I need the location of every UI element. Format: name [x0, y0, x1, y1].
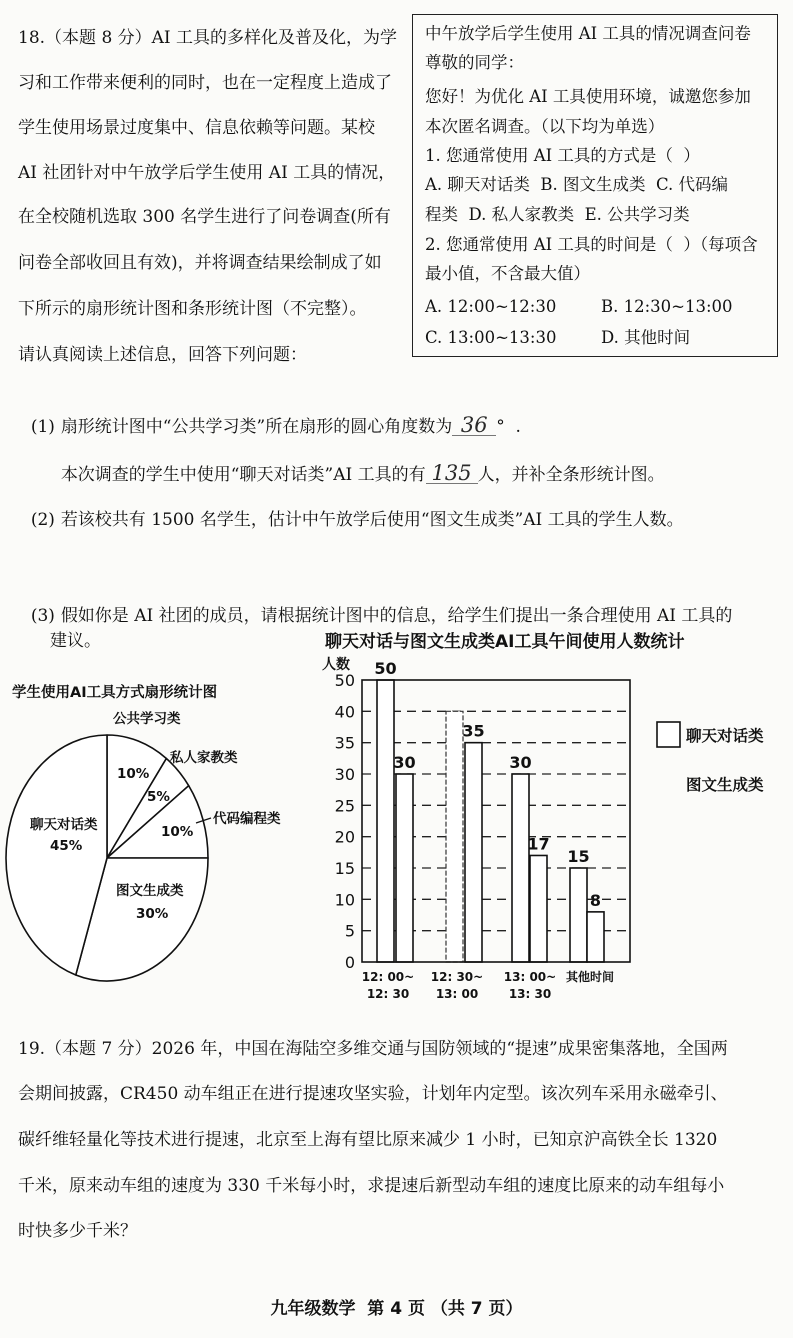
pie-label-code-programming: 代码编程类	[213, 811, 281, 827]
pie-value-image-text-generation: 30%	[136, 906, 169, 922]
sub3-text: 假如你是 AI 社团的成员，请根据统计图中的信息，给学生们提出一条合理使用 AI 工具的	[60, 606, 733, 626]
sub1-text-suffix: 人，并补全条形统计图。	[477, 465, 665, 485]
x-category-label: 12: 30	[366, 987, 410, 1001]
q18-sub1-line2	[50, 443, 665, 485]
survey-q2-stem: 最小值，不含最大值）	[425, 264, 590, 283]
bar-value-label-chat-dialogue: 15	[567, 847, 590, 866]
pie-value-public-learning: 10%	[117, 766, 150, 782]
y-tick-labels	[335, 671, 355, 972]
y-tick-label: 15	[334, 859, 355, 878]
bar-chart	[310, 625, 790, 1010]
pie-label-chat-dialogue: 聊天对话类	[30, 817, 98, 833]
bar-value-label-chat-dialogue: 50	[374, 659, 397, 678]
bar-image-text-generation-3	[587, 912, 604, 962]
survey-q1-options: A. 聊天对话类 B. 图文生成类 C. 代码编	[425, 175, 729, 194]
sub3-number: (3)	[30, 606, 55, 626]
survey-q2-stem: 2. 您通常使用 AI 工具的时间是（ ）（每项含	[425, 235, 758, 254]
q18-sub3-continued: 建议。	[50, 631, 101, 651]
legend-label-chat-dialogue: 聊天对话类	[686, 727, 764, 745]
survey-intro-line: 本次匿名调查。（以下均为单选）	[425, 117, 665, 136]
bar-value-label-image-text-generation: 35	[462, 721, 485, 741]
q18-sub3	[20, 586, 732, 626]
legend-swatch-chat-dialogue	[657, 722, 680, 747]
survey-q1-options: 程类 D. 私人家教类 E. 公共学习类	[425, 205, 690, 224]
pie-value-code-programming: 10%	[161, 824, 194, 840]
x-category-label: 12: 30~	[430, 970, 484, 984]
y-tick-label: 20	[334, 827, 355, 847]
bar-value-label-image-text-generation: 17	[527, 834, 550, 854]
q18-intro-line: 学生使用场景过度集中、信息依赖等问题。某校	[18, 118, 375, 138]
y-axis-label: 人数	[322, 657, 350, 673]
q19-line: 碳纤维轻量化等技术进行提速，北京至上海有望比原来减少 1 小时，已知京沪高铁全长 1320	[18, 1130, 718, 1150]
sub2-text: 若该校共有 1500 名学生，估计中午放学后使用“图文生成类”AI 工具的学生人数。	[60, 510, 684, 530]
q19-line: 会期间披露，CR450 动车组正在进行提速攻坚实验，计划年内定型。该次列车采用永磁牵引、	[18, 1084, 728, 1104]
pie-label-image-text-generation: 图文生成类	[116, 883, 184, 899]
bar-image-text-generation-0	[396, 774, 413, 962]
bar-value-label-image-text-generation: 30	[393, 753, 416, 772]
bar-image-text-generation-2	[530, 855, 547, 962]
q19-line: 时快多少千米？	[18, 1221, 137, 1241]
x-category-label: 其他时间	[565, 970, 615, 984]
bar-chat-dialogue-3	[570, 868, 587, 962]
sub1-handwritten-angle-answer: 36	[452, 415, 496, 436]
bar-value-label-image-text-generation: 8	[589, 890, 602, 910]
page-footer: 九年级数学 第 4 页 （共 7 页）	[270, 1299, 523, 1319]
q19-line: 19.（本题 7 分）2026 年，中国在海陆空多维交通与国防领域的“提速”成果密集落地，全国两	[18, 1039, 728, 1059]
q19-line: 千米，原来动车组的速度为 330 千米每小时，求提速后新型动车组的速度比原来的动车组每小	[18, 1176, 725, 1196]
survey-title: 中午放学后学生使用 AI 工具的情况调查问卷	[425, 24, 751, 43]
bar-chat-dialogue-1	[446, 711, 463, 962]
pie-label-private-tutor: 私人家教类	[170, 750, 238, 766]
pie-value-private-tutor: 5%	[147, 789, 170, 805]
pie-value-chat-dialogue: 45%	[50, 838, 83, 854]
y-tick-label: 50	[334, 671, 355, 690]
x-category-label: 13: 00~	[503, 970, 557, 984]
pie-label-public-learning: 公共学习类	[113, 711, 181, 727]
q18-sub2	[20, 490, 684, 530]
pie-slices	[6, 735, 208, 981]
q18-sub1-line1	[20, 395, 521, 437]
pie-chart-title: 学生使用AI工具方式扇形统计图	[12, 685, 218, 701]
x-category-label: 13: 30	[508, 987, 552, 1001]
y-tick-label: 0	[344, 953, 355, 972]
sub1-text: 本次调查的学生中使用“聊天对话类”AI 工具的有	[60, 465, 426, 485]
survey-q2-option-d: D. 其他时间	[601, 328, 691, 347]
q18-intro-line: 习和工作带来便利的同时，也在一定程度上造成了	[18, 73, 392, 93]
y-tick-label: 35	[334, 733, 355, 753]
q18-intro-line: 在全校随机选取 300 名学生进行了问卷调查(所有	[18, 207, 391, 227]
sub1-degree-suffix: ° .	[496, 417, 521, 437]
survey-q2-option-b: B. 12:30~13:00	[601, 297, 733, 316]
survey-intro-line: 您好！为优化 AI 工具使用环境，诚邀您参加	[425, 87, 751, 106]
sub1-text: 扇形统计图中“公共学习类”所在扇形的圆心角度数为	[60, 417, 453, 437]
pie-chart	[0, 680, 310, 1010]
bar-chart-title: 聊天对话与图文生成类AI工具午间使用人数统计	[325, 632, 685, 652]
y-tick-label: 25	[334, 796, 355, 816]
survey-q2-option-c: C. 13:00~13:30	[425, 328, 557, 347]
survey-box	[412, 14, 778, 357]
q18-prompt: 请认真阅读上述信息，回答下列问题：	[18, 345, 307, 365]
survey-q2-option-a: A. 12:00~12:30	[425, 297, 557, 316]
x-category-labels	[362, 969, 614, 1001]
x-category-label: 12: 00~	[361, 970, 415, 984]
y-tick-label: 10	[334, 890, 355, 910]
y-tick-label: 40	[334, 702, 355, 722]
y-tick-label: 30	[334, 765, 355, 784]
sub1-handwritten-count-answer: 135	[426, 463, 478, 484]
q18-intro-line: 下所示的扇形统计图和条形统计图（不完整）。	[18, 299, 367, 319]
sub1-number: (1)	[30, 417, 55, 437]
q18-intro-line: 18.（本题 8 分）AI 工具的多样化及普及化，为学	[18, 28, 398, 48]
survey-q1-stem: 1. 您通常使用 AI 工具的方式是（ ）	[425, 146, 700, 165]
y-tick-label: 5	[344, 921, 355, 941]
bars	[377, 680, 604, 962]
q18-intro-line: 问卷全部收回且有效)，并将调查结果绘制成了如	[18, 253, 382, 273]
bar-image-text-generation-1	[465, 743, 482, 962]
q18-intro-line: AI 社团针对中午放学后学生使用 AI 工具的情况，	[18, 163, 396, 183]
x-category-label: 13: 00	[435, 987, 479, 1001]
bar-chat-dialogue-2	[512, 774, 529, 962]
bar-chat-dialogue-0	[377, 680, 394, 962]
survey-greeting: 尊敬的同学：	[425, 53, 524, 72]
sub2-number: (2)	[30, 510, 55, 530]
legend-label-image-text-generation: 图文生成类	[686, 776, 764, 794]
bar-value-label-chat-dialogue: 30	[509, 753, 532, 772]
